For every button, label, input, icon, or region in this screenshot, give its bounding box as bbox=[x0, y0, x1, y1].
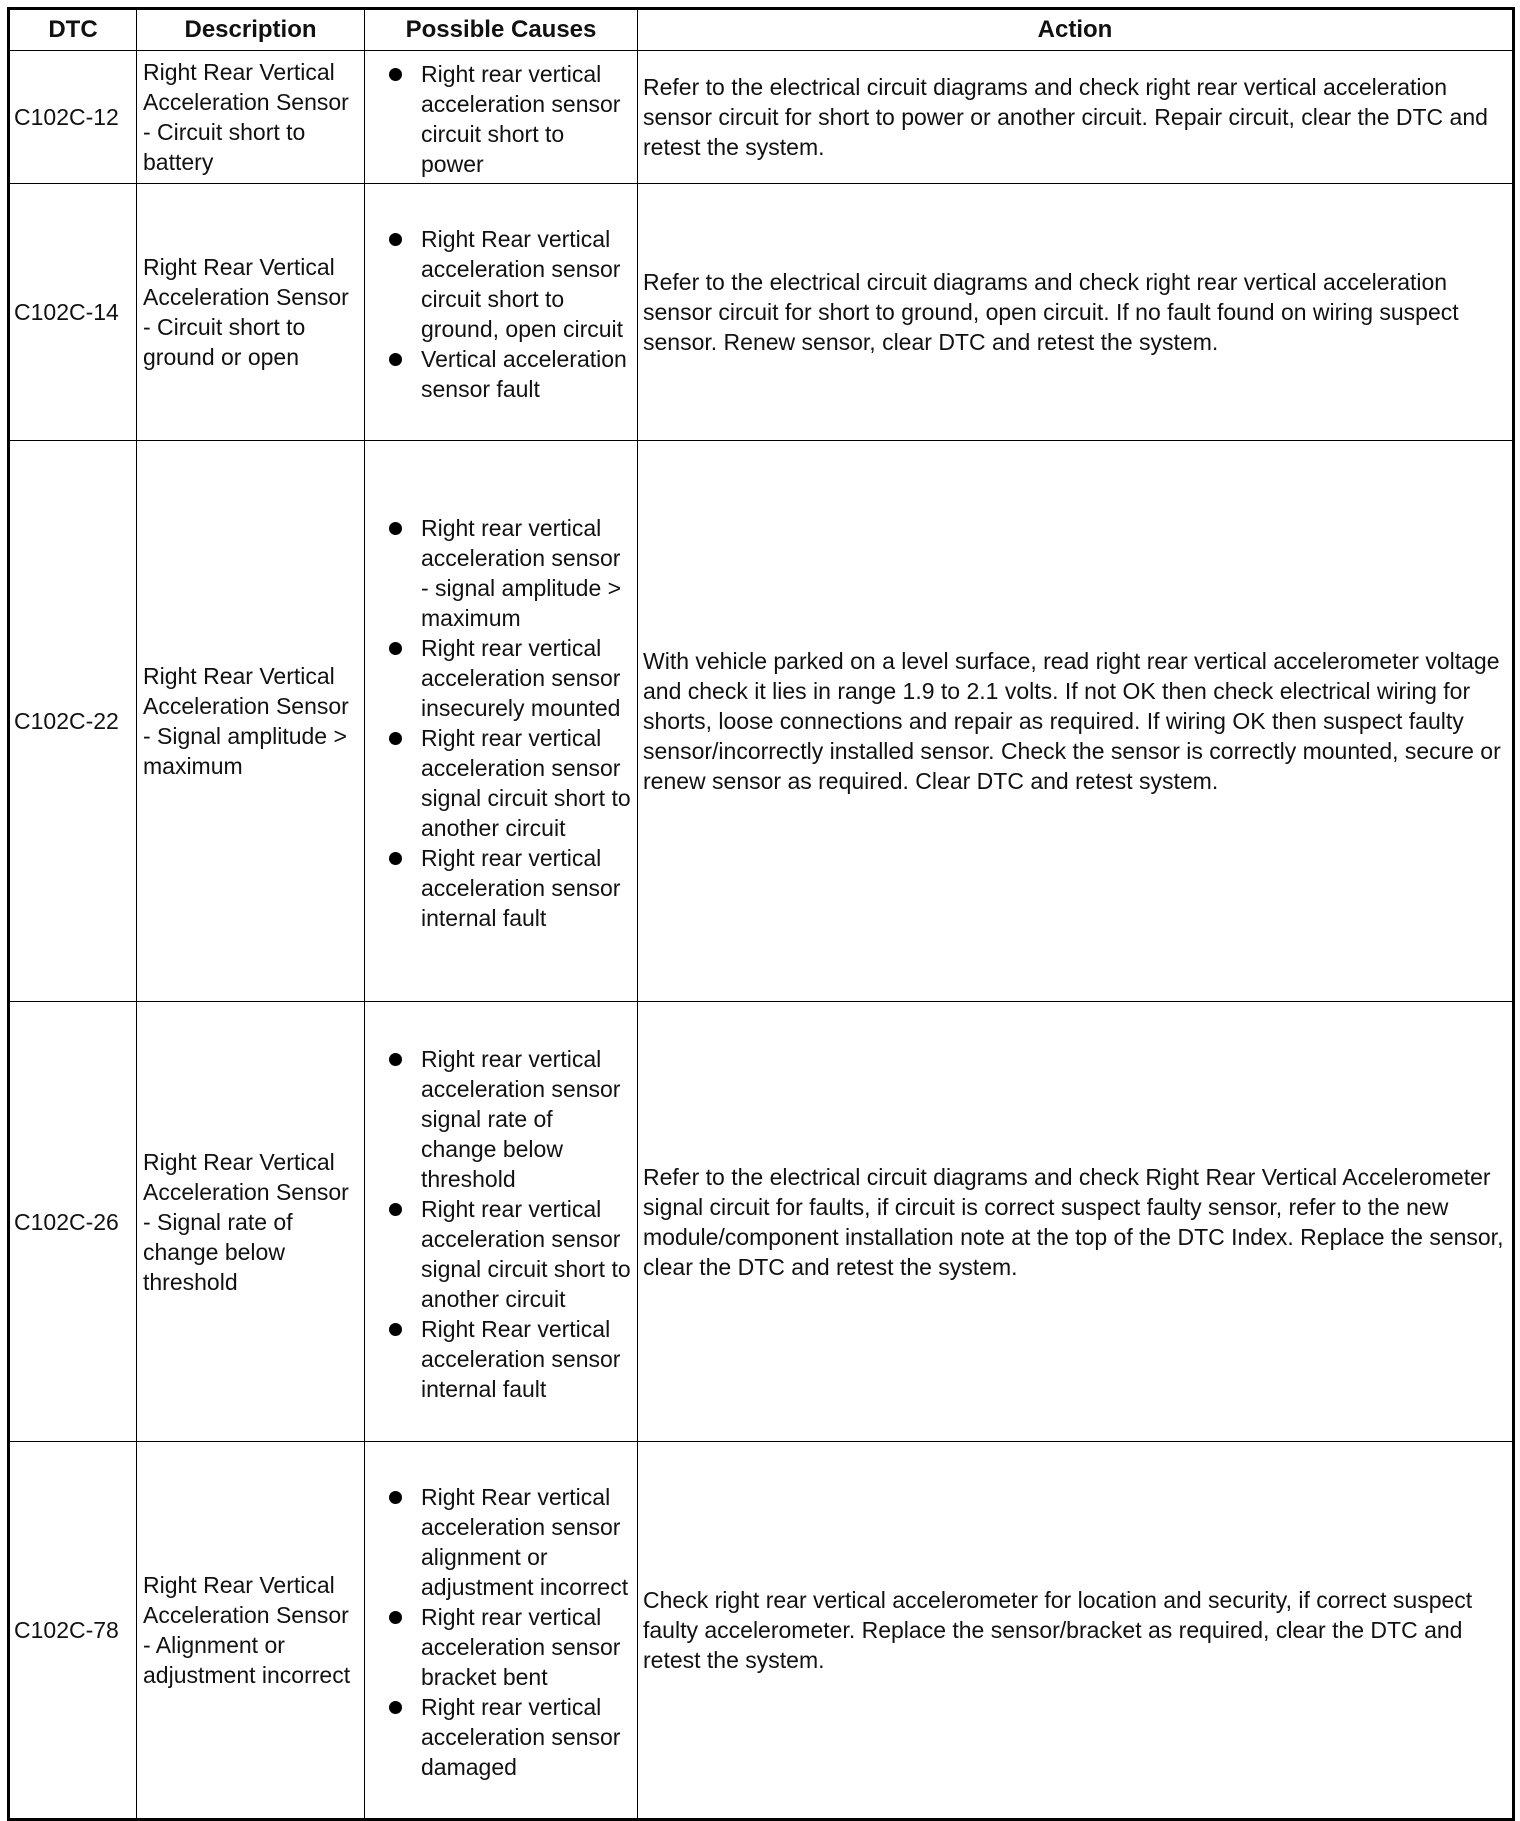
header-action: Action bbox=[638, 9, 1514, 51]
dtc-code: C102C-26 bbox=[9, 1002, 137, 1442]
cause-item: Right rear vertical acceleration sensor bracket bent bbox=[385, 1602, 633, 1692]
cause-item: Right rear vertical acceleration sensor signal rate of change below threshold bbox=[385, 1044, 633, 1194]
cause-list bbox=[385, 224, 633, 404]
description-text: Right Rear Vertical Acceleration Sensor - Signal rate of change below threshold bbox=[137, 1002, 365, 1442]
possible-causes bbox=[365, 1002, 638, 1442]
header-description: Description bbox=[137, 9, 365, 51]
cause-item: Right Rear vertical acceleration sensor internal fault bbox=[385, 1314, 633, 1404]
header-dtc: DTC bbox=[9, 9, 137, 51]
table-row bbox=[9, 1002, 1514, 1442]
action-text: Refer to the electrical circuit diagrams and check right rear vertical acceleration sensor circuit for short to power or another circuit. Repair circuit, clear the DTC and retest the system. bbox=[638, 51, 1514, 184]
header-possible-causes: Possible Causes bbox=[365, 9, 638, 51]
cause-item: Right Rear vertical acceleration sensor circuit short to ground, open circuit bbox=[385, 224, 633, 344]
possible-causes bbox=[365, 441, 638, 1002]
action-text: Refer to the electrical circuit diagrams and check Right Rear Vertical Accelerometer signal circuit for faults, if circuit is correct suspect faulty sensor, refer to the new module/component installation note at the top of the DTC Index. Replace the sensor, clear the DTC and retest the system. bbox=[638, 1002, 1514, 1442]
action-text: With vehicle parked on a level surface, read right rear vertical accelerometer voltage and check it lies in range 1.9 to 2.1 volts. If not OK then check electrical wiring for shorts, loose connections and repair as required. If wiring OK then suspect faulty sensor/incorrectly installed sensor. Check the sensor is correctly mounted, secure or renew sensor as required. Clear DTC and retest system. bbox=[638, 441, 1514, 1002]
cause-list bbox=[385, 1482, 633, 1782]
dtc-code: C102C-78 bbox=[9, 1442, 137, 1820]
possible-causes bbox=[365, 1442, 638, 1820]
description-text: Right Rear Vertical Acceleration Sensor - Circuit short to battery bbox=[137, 51, 365, 184]
cause-item: Right rear vertical acceleration sensor signal circuit short to another circuit bbox=[385, 723, 633, 843]
table-row bbox=[9, 51, 1514, 184]
dtc-code: C102C-14 bbox=[9, 184, 137, 441]
table-row bbox=[9, 1442, 1514, 1820]
cause-item: Right rear vertical acceleration sensor insecurely mounted bbox=[385, 633, 633, 723]
possible-causes bbox=[365, 184, 638, 441]
description-text: Right Rear Vertical Acceleration Sensor - Circuit short to ground or open bbox=[137, 184, 365, 441]
table-row bbox=[9, 441, 1514, 1002]
cause-list bbox=[385, 59, 633, 179]
description-text: Right Rear Vertical Acceleration Sensor - Alignment or adjustment incorrect bbox=[137, 1442, 365, 1820]
dtc-table bbox=[7, 7, 1515, 1821]
possible-causes bbox=[365, 51, 638, 184]
cause-item: Right rear vertical acceleration sensor internal fault bbox=[385, 843, 633, 933]
dtc-code: C102C-12 bbox=[9, 51, 137, 184]
cause-item: Right rear vertical acceleration sensor - signal amplitude > maximum bbox=[385, 513, 633, 633]
cause-item: Right rear vertical acceleration sensor damaged bbox=[385, 1692, 633, 1782]
header-row bbox=[9, 9, 1514, 51]
cause-item: Right Rear vertical acceleration sensor alignment or adjustment incorrect bbox=[385, 1482, 633, 1602]
cause-item: Right rear vertical acceleration sensor circuit short to power bbox=[385, 59, 633, 179]
cause-item: Right rear vertical acceleration sensor signal circuit short to another circuit bbox=[385, 1194, 633, 1314]
table-row bbox=[9, 184, 1514, 441]
cause-item: Vertical acceleration sensor fault bbox=[385, 344, 633, 404]
action-text: Check right rear vertical accelerometer for location and security, if correct suspect faulty accelerometer. Replace the sensor/bracket as required, clear the DTC and retest the system. bbox=[638, 1442, 1514, 1820]
action-text: Refer to the electrical circuit diagrams and check right rear vertical acceleration sensor circuit for short to ground, open circuit. If no fault found on wiring suspect sensor. Renew sensor, clear DTC and retest the system. bbox=[638, 184, 1514, 441]
description-text: Right Rear Vertical Acceleration Sensor - Signal amplitude > maximum bbox=[137, 441, 365, 1002]
cause-list bbox=[385, 513, 633, 933]
cause-list bbox=[385, 1044, 633, 1404]
dtc-code: C102C-22 bbox=[9, 441, 137, 1002]
